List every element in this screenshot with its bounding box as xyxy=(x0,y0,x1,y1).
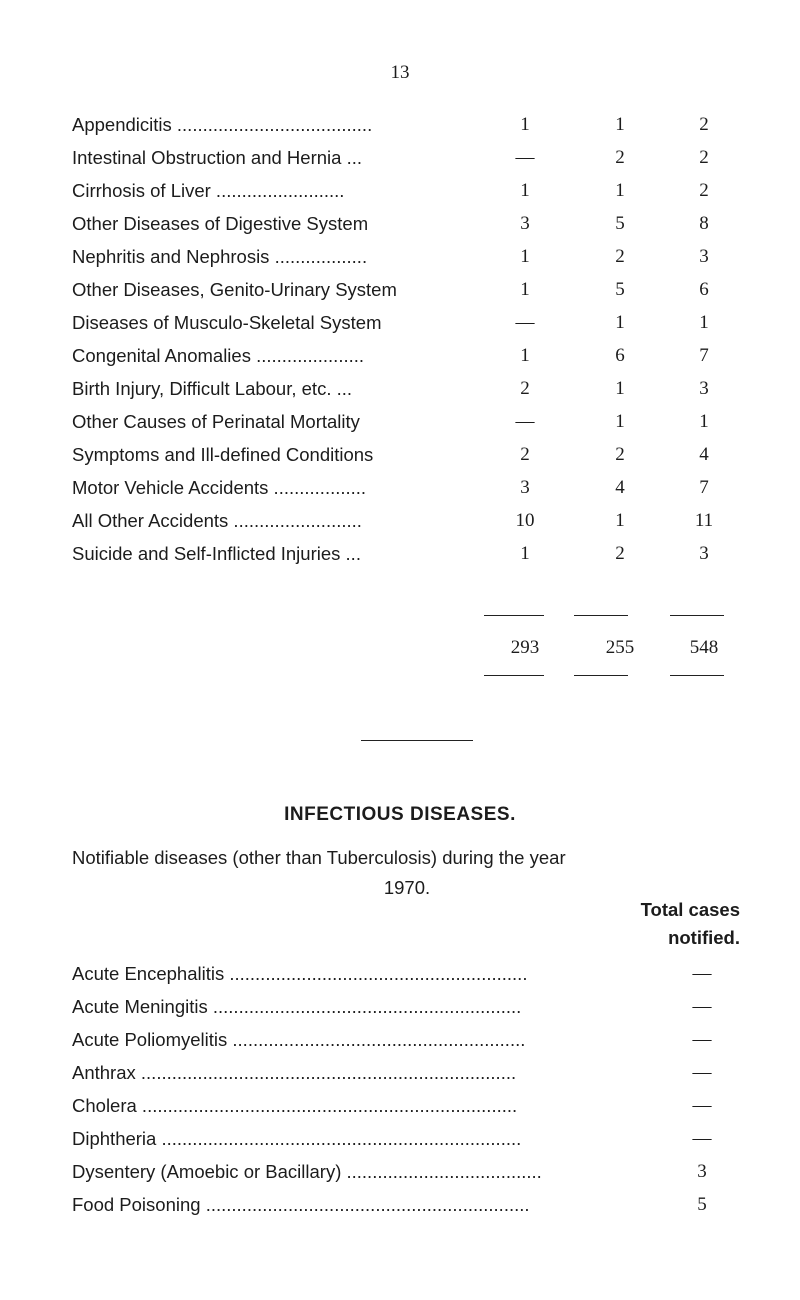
disease-count: 5 xyxy=(697,1194,707,1215)
disease-label: Diphtheria ...................................................................... xyxy=(72,1128,522,1149)
female-count: 2 xyxy=(615,543,625,564)
total-rule-top xyxy=(574,615,628,616)
female-count: 5 xyxy=(615,279,625,300)
total-count: 1 xyxy=(699,312,709,333)
totals-row xyxy=(72,633,732,663)
subtitle-line: Notifiable diseases (other than Tuberculosis) during the year xyxy=(72,847,566,868)
female-count: 1 xyxy=(615,378,625,399)
table-row xyxy=(72,110,732,140)
list-item xyxy=(72,1157,722,1187)
female-count: 1 xyxy=(615,510,625,531)
total-count: 3 xyxy=(699,246,709,267)
total-count: 8 xyxy=(699,213,709,234)
table-row xyxy=(72,440,732,470)
total-rule-top xyxy=(484,615,544,616)
disease-count: — xyxy=(692,996,712,1017)
total-rule-bottom xyxy=(574,675,628,676)
total-count: 2 xyxy=(699,180,709,201)
cause-label: Suicide and Self-Inflicted Injuries ... xyxy=(72,543,361,564)
table-row xyxy=(72,539,732,569)
total-count: 3 xyxy=(699,378,709,399)
table-row xyxy=(72,209,732,239)
female-count: 1 xyxy=(615,180,625,201)
female-count: 1 xyxy=(615,411,625,432)
total-count: 4 xyxy=(699,444,709,465)
cause-label: Intestinal Obstruction and Hernia ... xyxy=(72,147,362,168)
table-row xyxy=(72,506,732,536)
cause-label: Diseases of Musculo-Skeletal System xyxy=(72,312,382,333)
table-row xyxy=(72,341,732,371)
male-count: 3 xyxy=(520,213,530,234)
male-total: 293 xyxy=(510,637,540,658)
table-row xyxy=(72,275,732,305)
subtitle-year: 1970. xyxy=(383,877,431,898)
female-total: 255 xyxy=(605,637,635,658)
male-count: 1 xyxy=(520,345,530,366)
female-count: 1 xyxy=(615,114,625,135)
list-item xyxy=(72,1124,722,1154)
total-count: 6 xyxy=(699,279,709,300)
total-count: 11 xyxy=(694,510,714,531)
cause-label: Appendicitis ...................................... xyxy=(72,114,373,135)
section-title: INFECTIOUS DISEASES. xyxy=(284,804,516,825)
female-count: 5 xyxy=(615,213,625,234)
male-count: — xyxy=(515,147,535,168)
disease-label: Food Poisoning ............................................................... xyxy=(72,1194,530,1215)
total-rule-bottom xyxy=(670,675,724,676)
total-rule-bottom xyxy=(484,675,544,676)
cause-label: Symptoms and Ill-defined Conditions xyxy=(72,444,374,465)
male-count: 2 xyxy=(520,378,530,399)
section-divider xyxy=(361,740,473,741)
list-item xyxy=(72,1190,722,1220)
disease-count: — xyxy=(692,1095,712,1116)
disease-label: Dysentery (Amoebic or Bacillary) ...................................... xyxy=(72,1161,542,1182)
disease-count: — xyxy=(692,963,712,984)
list-item xyxy=(72,1058,722,1088)
list-item xyxy=(72,1091,722,1121)
cause-label: Congenital Anomalies ..................... xyxy=(72,345,365,366)
total-count: 1 xyxy=(699,411,709,432)
column-header-line: notified. xyxy=(668,927,740,948)
page-number: 13 xyxy=(390,62,410,83)
female-count: 4 xyxy=(615,477,625,498)
total-count: 2 xyxy=(699,114,709,135)
disease-count: — xyxy=(692,1062,712,1083)
male-count: 3 xyxy=(520,477,530,498)
cause-label: Other Diseases of Digestive System xyxy=(72,213,369,234)
table-row xyxy=(72,242,732,272)
table-row xyxy=(72,473,732,503)
disease-count: 3 xyxy=(697,1161,707,1182)
female-count: 2 xyxy=(615,444,625,465)
column-header-line: Total cases xyxy=(640,899,740,920)
cause-label: Nephritis and Nephrosis .................. xyxy=(72,246,368,267)
table-row xyxy=(72,407,732,437)
table-row xyxy=(72,308,732,338)
male-count: — xyxy=(515,312,535,333)
total-rule-top xyxy=(670,615,724,616)
male-count: 1 xyxy=(520,114,530,135)
disease-label: Acute Encephalitis .......................................................... xyxy=(72,963,528,984)
disease-count: — xyxy=(692,1128,712,1149)
disease-label: Acute Meningitis ............................................................ xyxy=(72,996,522,1017)
female-count: 1 xyxy=(615,312,625,333)
male-count: 1 xyxy=(520,180,530,201)
male-count: 2 xyxy=(520,444,530,465)
list-item xyxy=(72,992,722,1022)
total-count: 7 xyxy=(699,477,709,498)
total-count: 3 xyxy=(699,543,709,564)
list-item xyxy=(72,959,722,989)
total-count: 2 xyxy=(699,147,709,168)
male-count: 10 xyxy=(515,510,535,531)
female-count: 2 xyxy=(615,147,625,168)
disease-count: — xyxy=(692,1029,712,1050)
male-count: 1 xyxy=(520,543,530,564)
cause-label: Cirrhosis of Liver ......................... xyxy=(72,180,345,201)
cause-label: All Other Accidents ......................... xyxy=(72,510,362,531)
cause-label: Other Diseases, Genito-Urinary System xyxy=(72,279,397,300)
male-count: 1 xyxy=(520,279,530,300)
female-count: 2 xyxy=(615,246,625,267)
table-row xyxy=(72,374,732,404)
disease-label: Anthrax ......................................................................... xyxy=(72,1062,517,1083)
disease-label: Acute Poliomyelitis ......................................................... xyxy=(72,1029,526,1050)
column-header xyxy=(560,896,740,952)
male-count: 1 xyxy=(520,246,530,267)
table-row xyxy=(72,143,732,173)
cause-label: Motor Vehicle Accidents .................. xyxy=(72,477,367,498)
male-count: — xyxy=(515,411,535,432)
disease-label: Cholera ......................................................................... xyxy=(72,1095,518,1116)
female-count: 6 xyxy=(615,345,625,366)
total-count: 7 xyxy=(699,345,709,366)
cause-label: Birth Injury, Difficult Labour, etc. ... xyxy=(72,378,353,399)
table-row xyxy=(72,176,732,206)
grand-total: 548 xyxy=(689,637,719,658)
list-item xyxy=(72,1025,722,1055)
section-subtitle xyxy=(72,843,742,903)
cause-label: Other Causes of Perinatal Mortality xyxy=(72,411,360,432)
